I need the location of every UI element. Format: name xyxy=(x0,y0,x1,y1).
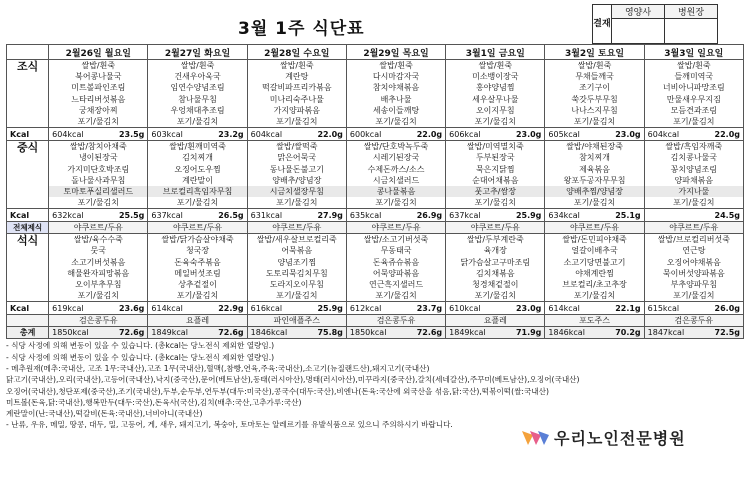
dish: 브로컬리/초고추장 xyxy=(562,280,627,289)
kcal-value: 631kcal xyxy=(250,210,283,220)
dish: 야채계란찜 xyxy=(575,268,614,278)
kcal-value: 604kcal xyxy=(250,129,283,139)
snack-cell: 검은콩두유 xyxy=(644,315,743,327)
dish: 쌀밥/흰죽 xyxy=(279,61,314,70)
kcal-value: 604kcal xyxy=(52,129,84,139)
dish: 포기/물김치 xyxy=(474,291,516,301)
total-kcal: 1846kcal xyxy=(548,328,585,338)
total-cell xyxy=(247,327,346,339)
dish: 다시마감자국 xyxy=(372,72,420,82)
day-header: 3월2일 토요일 xyxy=(545,45,644,60)
snack-row-1 xyxy=(7,222,744,234)
kcal-value: 615kcal xyxy=(647,303,680,313)
dish: 쌀밥/돈민피야채죽 xyxy=(562,235,627,245)
breakfast-cell xyxy=(446,60,545,128)
protein-value: 22.9g xyxy=(218,303,244,313)
dish: 포기/물김치 xyxy=(276,198,318,208)
total-kcal: 1849kcal xyxy=(449,328,486,338)
dinner-cell xyxy=(49,234,148,302)
dish: 쌀밥/닭가슴살야채죽 xyxy=(161,235,234,245)
total-kcal: 1850kcal xyxy=(349,328,387,338)
dinner-cell xyxy=(446,234,545,302)
kcal-value: 635kcal xyxy=(349,210,382,220)
total-kcal: 1847kcal xyxy=(647,328,685,338)
menu-sheet xyxy=(6,4,744,431)
corner-cell xyxy=(7,45,49,60)
snack-cell: 검은콩두유 xyxy=(346,315,445,327)
dish: 제육볶음 xyxy=(579,164,610,174)
snack-cell: 포도주스 xyxy=(545,315,644,327)
note-line: - 식당 사정에 의해 변동이 있을 수 있습니다. (총kcal는 당노전식 제외한 열량임.) xyxy=(6,352,275,362)
dish: 묵이버섯양파볶음 xyxy=(662,268,725,278)
dish: 참치야채볶음 xyxy=(372,83,420,93)
dish: 오이지무침 xyxy=(475,105,515,115)
lunch-cell xyxy=(346,141,445,209)
dish: 배추나물 xyxy=(380,94,412,104)
dinner-row xyxy=(7,234,744,302)
dish: 쌀밥/단호박녹두죽 xyxy=(363,142,429,152)
kcal-cell xyxy=(148,302,247,315)
breakfast-cell xyxy=(346,60,445,128)
breakfast-row xyxy=(7,60,744,128)
kcal-value: 606kcal xyxy=(449,129,481,139)
dish: 모듬견과조림 xyxy=(670,105,718,115)
protein-value: 23.0g xyxy=(615,129,641,139)
note-line: - 난류, 우유, 메밀, 땅콩, 대두, 밀, 고등어, 게, 새우, 돼지고기, 복숭아, 토마토는 알레르기를 유발식품으로 있으니 주의하시기 바랍니다. xyxy=(6,420,453,430)
dish: 세우살무나물 xyxy=(472,94,519,104)
dish: 가지나물 xyxy=(645,186,743,197)
dish: 김치찌개 xyxy=(182,153,213,163)
dish: 포기/물김치 xyxy=(276,116,318,126)
lunch-cell xyxy=(545,141,644,209)
dinner-cell xyxy=(346,234,445,302)
dish: 메일버섯조림 xyxy=(174,268,221,278)
protein-value: 25.1g xyxy=(615,210,641,220)
kcal-label: Kcal xyxy=(7,128,49,141)
dish: 참치찌개 xyxy=(579,153,610,163)
dish: 계란탕 xyxy=(285,72,309,82)
total-protein: 71.9g xyxy=(515,328,542,338)
total-cell xyxy=(346,327,445,339)
dish: 양파채볶음 xyxy=(674,175,714,185)
kcal-value: 612kcal xyxy=(349,303,382,313)
page-title: 3월 1주 식단표 xyxy=(238,19,365,39)
protein-value: 24.5g xyxy=(714,210,740,220)
snack-row-2 xyxy=(7,315,744,327)
dish: 시레기된장국 xyxy=(372,153,420,163)
dish: 콩나물볶음 xyxy=(347,186,445,197)
dish: 오징어야채볶음 xyxy=(666,257,721,267)
dish: 포기/물김치 xyxy=(176,291,219,301)
kcal-cell xyxy=(644,128,743,141)
dish: 세송이들깨탕 xyxy=(372,105,420,115)
breakfast-label: 조식 xyxy=(7,60,49,128)
dish: 포기/물김치 xyxy=(673,116,715,126)
notes xyxy=(6,340,744,430)
dish: 쌀밥/미역멸치죽 xyxy=(466,142,524,152)
kcal-value: 605kcal xyxy=(548,129,580,139)
lunch-label: 중식 xyxy=(7,141,49,209)
dish: 포기/물김치 xyxy=(375,116,417,126)
kcal-value: 634kcal xyxy=(548,210,580,220)
protein-value: 27.9g xyxy=(317,210,343,220)
dish: 양념조기찜 xyxy=(277,257,317,267)
day-header: 3월3일 일요일 xyxy=(644,45,743,60)
kcal-cell xyxy=(446,209,545,222)
lunch-row xyxy=(7,141,744,209)
lunch-cell xyxy=(247,141,346,209)
approval-director: 병원장 xyxy=(665,5,718,19)
protein-value: 23.6g xyxy=(118,303,145,313)
snack-cell: 야쿠르트/두유 xyxy=(446,222,545,234)
dinner-cell xyxy=(545,234,644,302)
breakfast-cell xyxy=(247,60,346,128)
menu-table xyxy=(6,44,744,339)
protein-value: 22.0g xyxy=(416,129,443,139)
dish: 너비아니파망조림 xyxy=(662,83,725,93)
dish: 조기구이 xyxy=(579,83,610,93)
dish: 포기/물김치 xyxy=(77,291,119,301)
dish: 무동태국 xyxy=(380,246,412,256)
kcal-cell xyxy=(446,302,545,315)
kcal-cell xyxy=(247,302,346,315)
kcal-cell xyxy=(644,302,743,315)
dish: 쌀밥/야채된장죽 xyxy=(566,142,623,152)
hospital-logo xyxy=(520,426,686,449)
note-line: 오징어(국내산),청단포제(중국산),조기(국내산),두부,순두부,연두부(대두:미국산),콩국수(대두:국산),비엔나(돈육:국산에 외국산을 섞음,닭:국산),떡볶이떡(쌀:국내산) xyxy=(6,386,549,396)
kcal-value: 637kcal xyxy=(151,210,183,220)
kcal-value: 603kcal xyxy=(151,129,183,139)
dish: 미나리숙주나물 xyxy=(269,94,324,104)
dish: 포기/물김치 xyxy=(176,198,219,208)
kcal-value: 616kcal xyxy=(250,303,283,313)
note-line: 계란말이(난:국내산),떡갈비(돈육:국내산),너비아니(국내산) xyxy=(6,409,203,419)
kcal-cell xyxy=(49,209,148,222)
approval-dietitian: 영양사 xyxy=(612,5,665,19)
total-label: 총계 xyxy=(7,327,49,339)
note-line: - 식당 사정에 의해 변동이 있을 수 있습니다. (총kcal는 당노전식 제외한 열량임.) xyxy=(6,341,275,351)
dish: 쌀밥/소고기버섯죽 xyxy=(363,235,429,245)
snack-cell: 요플레 xyxy=(446,315,545,327)
dish: 쌀밥/두부계란죽 xyxy=(466,235,524,245)
protein-value: 26.5g xyxy=(218,210,244,220)
dish: 시금치샐러드 xyxy=(372,175,420,185)
protein-value: 22.1g xyxy=(615,303,641,313)
dish: 순대어채볶음 xyxy=(472,175,519,185)
dish: 맑은어묵국 xyxy=(277,153,317,163)
dish: 포기/물김치 xyxy=(276,291,318,301)
protein-value: 26.9g xyxy=(416,210,443,220)
approval-sign-1 xyxy=(612,19,665,44)
kcal-value: 614kcal xyxy=(151,303,183,313)
kcal-value: 637kcal xyxy=(449,210,481,220)
total-kcal: 1846kcal xyxy=(250,328,288,338)
protein-value: 25.5g xyxy=(118,210,145,220)
dish: 청국장 xyxy=(185,246,210,256)
kcal-cell xyxy=(545,128,644,141)
day-header: 2월26일 월요일 xyxy=(49,45,148,60)
dish: 쌀밥/흰죽 xyxy=(81,61,116,70)
dish: 토마토푸실리샐러드 xyxy=(49,186,147,197)
dish: 브로컬리흑임자무침 xyxy=(148,186,246,197)
protein-value: 23.2g xyxy=(218,129,244,139)
dish: 포기/물김치 xyxy=(673,291,715,301)
kcal-cell xyxy=(446,128,545,141)
protein-value: 22.0g xyxy=(317,129,343,139)
breakfast-cell xyxy=(644,60,743,128)
dish: 쌀밥/흑임자깨죽 xyxy=(665,142,723,152)
dish: 육개장 xyxy=(483,246,507,256)
snack-cell: 야쿠르트/두유 xyxy=(644,222,743,234)
dish: 미소뱅이장국 xyxy=(472,72,519,82)
total-protein: 72.6g xyxy=(118,328,145,338)
dish: 양배추/양념장 xyxy=(272,175,322,185)
dish: 풋고추/쌈장 xyxy=(446,186,544,197)
dish: 시금치샐장무침 xyxy=(248,186,346,197)
dish: 냉이된장국 xyxy=(78,153,118,163)
protein-value: 25.9g xyxy=(317,303,343,313)
dish: 어묵양파볶음 xyxy=(372,268,420,278)
dish: 닭가슴살고구마조림 xyxy=(460,257,531,267)
band-blank xyxy=(7,315,49,327)
title-bar xyxy=(6,4,744,44)
note-line: 미트볼(돈육,닭:국내산),행복만두(대두:국산),돈육사(국산),김치(배추:국산,고추가루:국산) xyxy=(6,397,302,407)
snack-cell: 야쿠르트/두유 xyxy=(346,222,445,234)
dish: 김치콩나물국 xyxy=(670,153,718,163)
dish: 느타리버섯볶음 xyxy=(71,94,126,104)
dish: 무채들깨국 xyxy=(575,72,614,82)
dish: 미트볼파인조림 xyxy=(71,83,126,93)
kcal-value: 610kcal xyxy=(449,303,481,313)
kcal-value: 632kcal xyxy=(52,210,84,220)
snack-cell: 파인애플주스 xyxy=(247,315,346,327)
dinner-cell xyxy=(148,234,247,302)
lunch-cell xyxy=(446,141,545,209)
kcal-label: Kcal xyxy=(7,209,49,222)
protein-value: 25.9g xyxy=(515,210,542,220)
lunch-cell xyxy=(644,141,743,209)
dish: 청경채겉절이 xyxy=(472,280,519,289)
dish: 포기/물김치 xyxy=(176,116,219,126)
dish: 해물완자피망볶음 xyxy=(67,268,130,278)
total-cell xyxy=(545,327,644,339)
dish: 포기/물김치 xyxy=(474,198,516,208)
day-header: 2월28일 수요일 xyxy=(247,45,346,60)
dish: 오징어도우찜 xyxy=(174,164,221,174)
dish: 소고기당면불고기 xyxy=(563,257,626,267)
dish: 쌀밥/흰죽 xyxy=(180,61,215,70)
dish: 포기/물김치 xyxy=(673,198,715,208)
logo-icon xyxy=(520,427,550,449)
protein-value: 23.7g xyxy=(416,303,443,313)
dish: 들깨미역국 xyxy=(674,72,714,82)
dinner-kcal-row xyxy=(7,302,744,315)
kcal-cell xyxy=(49,302,148,315)
total-cell xyxy=(446,327,545,339)
total-kcal: 1849kcal xyxy=(151,328,188,338)
protein-value: 23.5g xyxy=(118,129,145,139)
kcal-cell xyxy=(545,209,644,222)
dish: 포기/물김치 xyxy=(375,198,417,208)
dish: 임연수양념조림 xyxy=(170,83,225,93)
breakfast-cell xyxy=(49,60,148,128)
dish: 돌나물사과무침 xyxy=(71,175,126,185)
protein-value: 22.0g xyxy=(714,129,740,139)
dish: 홍야양념찜 xyxy=(475,83,515,93)
dish: 동나물돈불고기 xyxy=(269,164,324,174)
dish: 포기/물김치 xyxy=(573,291,616,301)
dish: 김치채볶음 xyxy=(475,268,515,278)
kcal-value: 600kcal xyxy=(349,129,382,139)
snack-cell: 야쿠르트/두유 xyxy=(49,222,148,234)
total-cell xyxy=(644,327,743,339)
total-row xyxy=(7,327,744,339)
kcal-cell xyxy=(545,302,644,315)
dish: 연근흑지샐러드 xyxy=(368,280,424,289)
dish: 가지미단호박조림 xyxy=(67,164,130,174)
day-header: 2월27일 화요일 xyxy=(148,45,247,60)
dish: 포기/물김치 xyxy=(375,291,417,301)
total-protein: 72.6g xyxy=(416,328,443,338)
total-protein: 75.8g xyxy=(317,328,343,338)
dish: 포기/물김치 xyxy=(77,198,119,208)
dinner-label: 석식 xyxy=(7,234,49,302)
dish: 상추겉절이 xyxy=(178,280,217,289)
dish: 쌀밥/새우살브로컬리죽 xyxy=(256,235,337,245)
dish: 쌀밥/육수수죽 xyxy=(73,235,123,245)
kcal-cell xyxy=(247,128,346,141)
day-header: 2월29일 목요일 xyxy=(346,45,445,60)
dish: 가지양파볶음 xyxy=(273,105,320,115)
dish: 돈육숙주볶음 xyxy=(174,257,221,267)
approval-label: 결재 xyxy=(593,5,612,44)
dish: 쌀밥/흰죽 xyxy=(677,61,711,70)
protein-value: 23.0g xyxy=(515,129,542,139)
total-protein: 72.6g xyxy=(218,328,244,338)
dish: 오이부추무침 xyxy=(75,280,122,289)
dish: 포기/물김치 xyxy=(77,116,119,126)
dish: 쌀밥/참치아채죽 xyxy=(69,142,127,152)
dish: 쌀밥/흰깨미역죽 xyxy=(169,142,226,152)
dish: 쌀밥/브로컬리버섯죽 xyxy=(657,235,730,245)
snack-cell: 요플레 xyxy=(148,315,247,327)
protein-value: 26.0g xyxy=(714,303,740,313)
dish: 돈육쥬슈볶음 xyxy=(372,257,420,267)
kcal-value: 619kcal xyxy=(52,303,84,313)
dish: 나나스지무침 xyxy=(571,105,618,115)
day-header-row xyxy=(7,45,744,60)
total-protein: 72.5g xyxy=(714,328,740,338)
dish: 쌀밥/흰죽 xyxy=(577,61,612,70)
note-line: - 메추원재(메추:국내산, 고조 1무:국내산),고조 1무(국내산),혈맥(,참빵,연육,주육:국내산),소고기(뉴질랜드산),돼지고기(국내산) xyxy=(6,363,430,373)
dish: 포기/물김치 xyxy=(573,116,616,126)
approval-sign-2 xyxy=(665,19,718,44)
dish: 참나물무침 xyxy=(178,94,217,104)
dish: 소고기버섯볶음 xyxy=(71,257,126,267)
snack-cell: 야쿠르트/두유 xyxy=(148,222,247,234)
dish: 북어콩나물국 xyxy=(75,72,122,82)
dish: 부추양파무침 xyxy=(670,280,718,289)
dish: 묵은지닭찜 xyxy=(475,164,515,174)
kcal-cell xyxy=(346,209,445,222)
dish: 도토리묵김치무침 xyxy=(265,268,328,278)
day-header: 3월1일 금요일 xyxy=(446,45,545,60)
protein-value: 23.0g xyxy=(515,303,542,313)
note-line: 닭고기(국내산),오리(국내산),고등어(국내산),낙지(중국산),문어(베트남산),동태(러시아산),명태(러시아산),미꾸라지(중국산),갈치(세네갈산),주꾸미(베트남산),오징어(국내산) xyxy=(6,375,580,385)
dish: 계란말이 xyxy=(182,175,213,185)
dish: 포기/물김치 xyxy=(573,198,616,208)
total-cell xyxy=(148,327,247,339)
snack-cell: 야쿠르트/두유 xyxy=(545,222,644,234)
dish: 꽁치양념조림 xyxy=(670,164,718,174)
dish: 얼갈이배추국 xyxy=(571,246,618,256)
dish: 도라지오이무침 xyxy=(269,280,324,289)
kcal-cell xyxy=(247,209,346,222)
lunch-cell xyxy=(148,141,247,209)
kcal-label: Kcal xyxy=(7,302,49,315)
dish: 궁채장아찌 xyxy=(78,105,118,115)
dish: 양배추찜/양념장 xyxy=(545,186,643,197)
snack-cell: 야쿠르트/두유 xyxy=(247,222,346,234)
lunch-kcal-row xyxy=(7,209,744,222)
hospital-name: 우리노인전문병원 xyxy=(554,429,686,448)
dinner-cell xyxy=(247,234,346,302)
band-label: 전체제식 xyxy=(7,222,49,234)
approval-box xyxy=(592,4,718,44)
dish: 우엉채대추조림 xyxy=(170,105,225,115)
dish: 두부된장국 xyxy=(475,153,515,163)
dish: 만물새우무지짐 xyxy=(666,94,721,104)
dish: 쌀밥/흰죽 xyxy=(478,61,513,70)
kcal-cell xyxy=(346,302,445,315)
snack-cell: 검은콩두유 xyxy=(49,315,148,327)
dish: 떡갈비파프리카볶음 xyxy=(262,83,332,93)
kcal-cell xyxy=(346,128,445,141)
dish: 수제돈까스/소스 xyxy=(367,164,425,174)
dish: 왕포두공자무무침 xyxy=(563,175,626,185)
dish: 어묵볶음 xyxy=(281,246,313,256)
total-kcal: 1850kcal xyxy=(52,328,89,338)
kcal-value: 614kcal xyxy=(548,303,580,313)
dish: 건새우아욱국 xyxy=(174,72,221,82)
kcal-cell xyxy=(49,128,148,141)
breakfast-kcal-row xyxy=(7,128,744,141)
dinner-cell xyxy=(644,234,743,302)
dish: 쌀밥/흰죽 xyxy=(379,61,413,70)
kcal-cell xyxy=(148,128,247,141)
dish: 포기/물김치 xyxy=(474,116,516,126)
dish: 뭇국 xyxy=(90,246,107,256)
total-protein: 70.2g xyxy=(615,328,641,338)
breakfast-cell xyxy=(148,60,247,128)
dish: 쑥갓두부무침 xyxy=(571,94,618,104)
breakfast-cell xyxy=(545,60,644,128)
total-cell xyxy=(49,327,148,339)
lunch-cell xyxy=(49,141,148,209)
kcal-cell xyxy=(148,209,247,222)
dish: 쌀밥/쌀떡죽 xyxy=(276,142,318,152)
dish: 연근탕 xyxy=(682,246,706,256)
kcal-value: 604kcal xyxy=(647,129,680,139)
kcal-cell xyxy=(644,209,743,222)
